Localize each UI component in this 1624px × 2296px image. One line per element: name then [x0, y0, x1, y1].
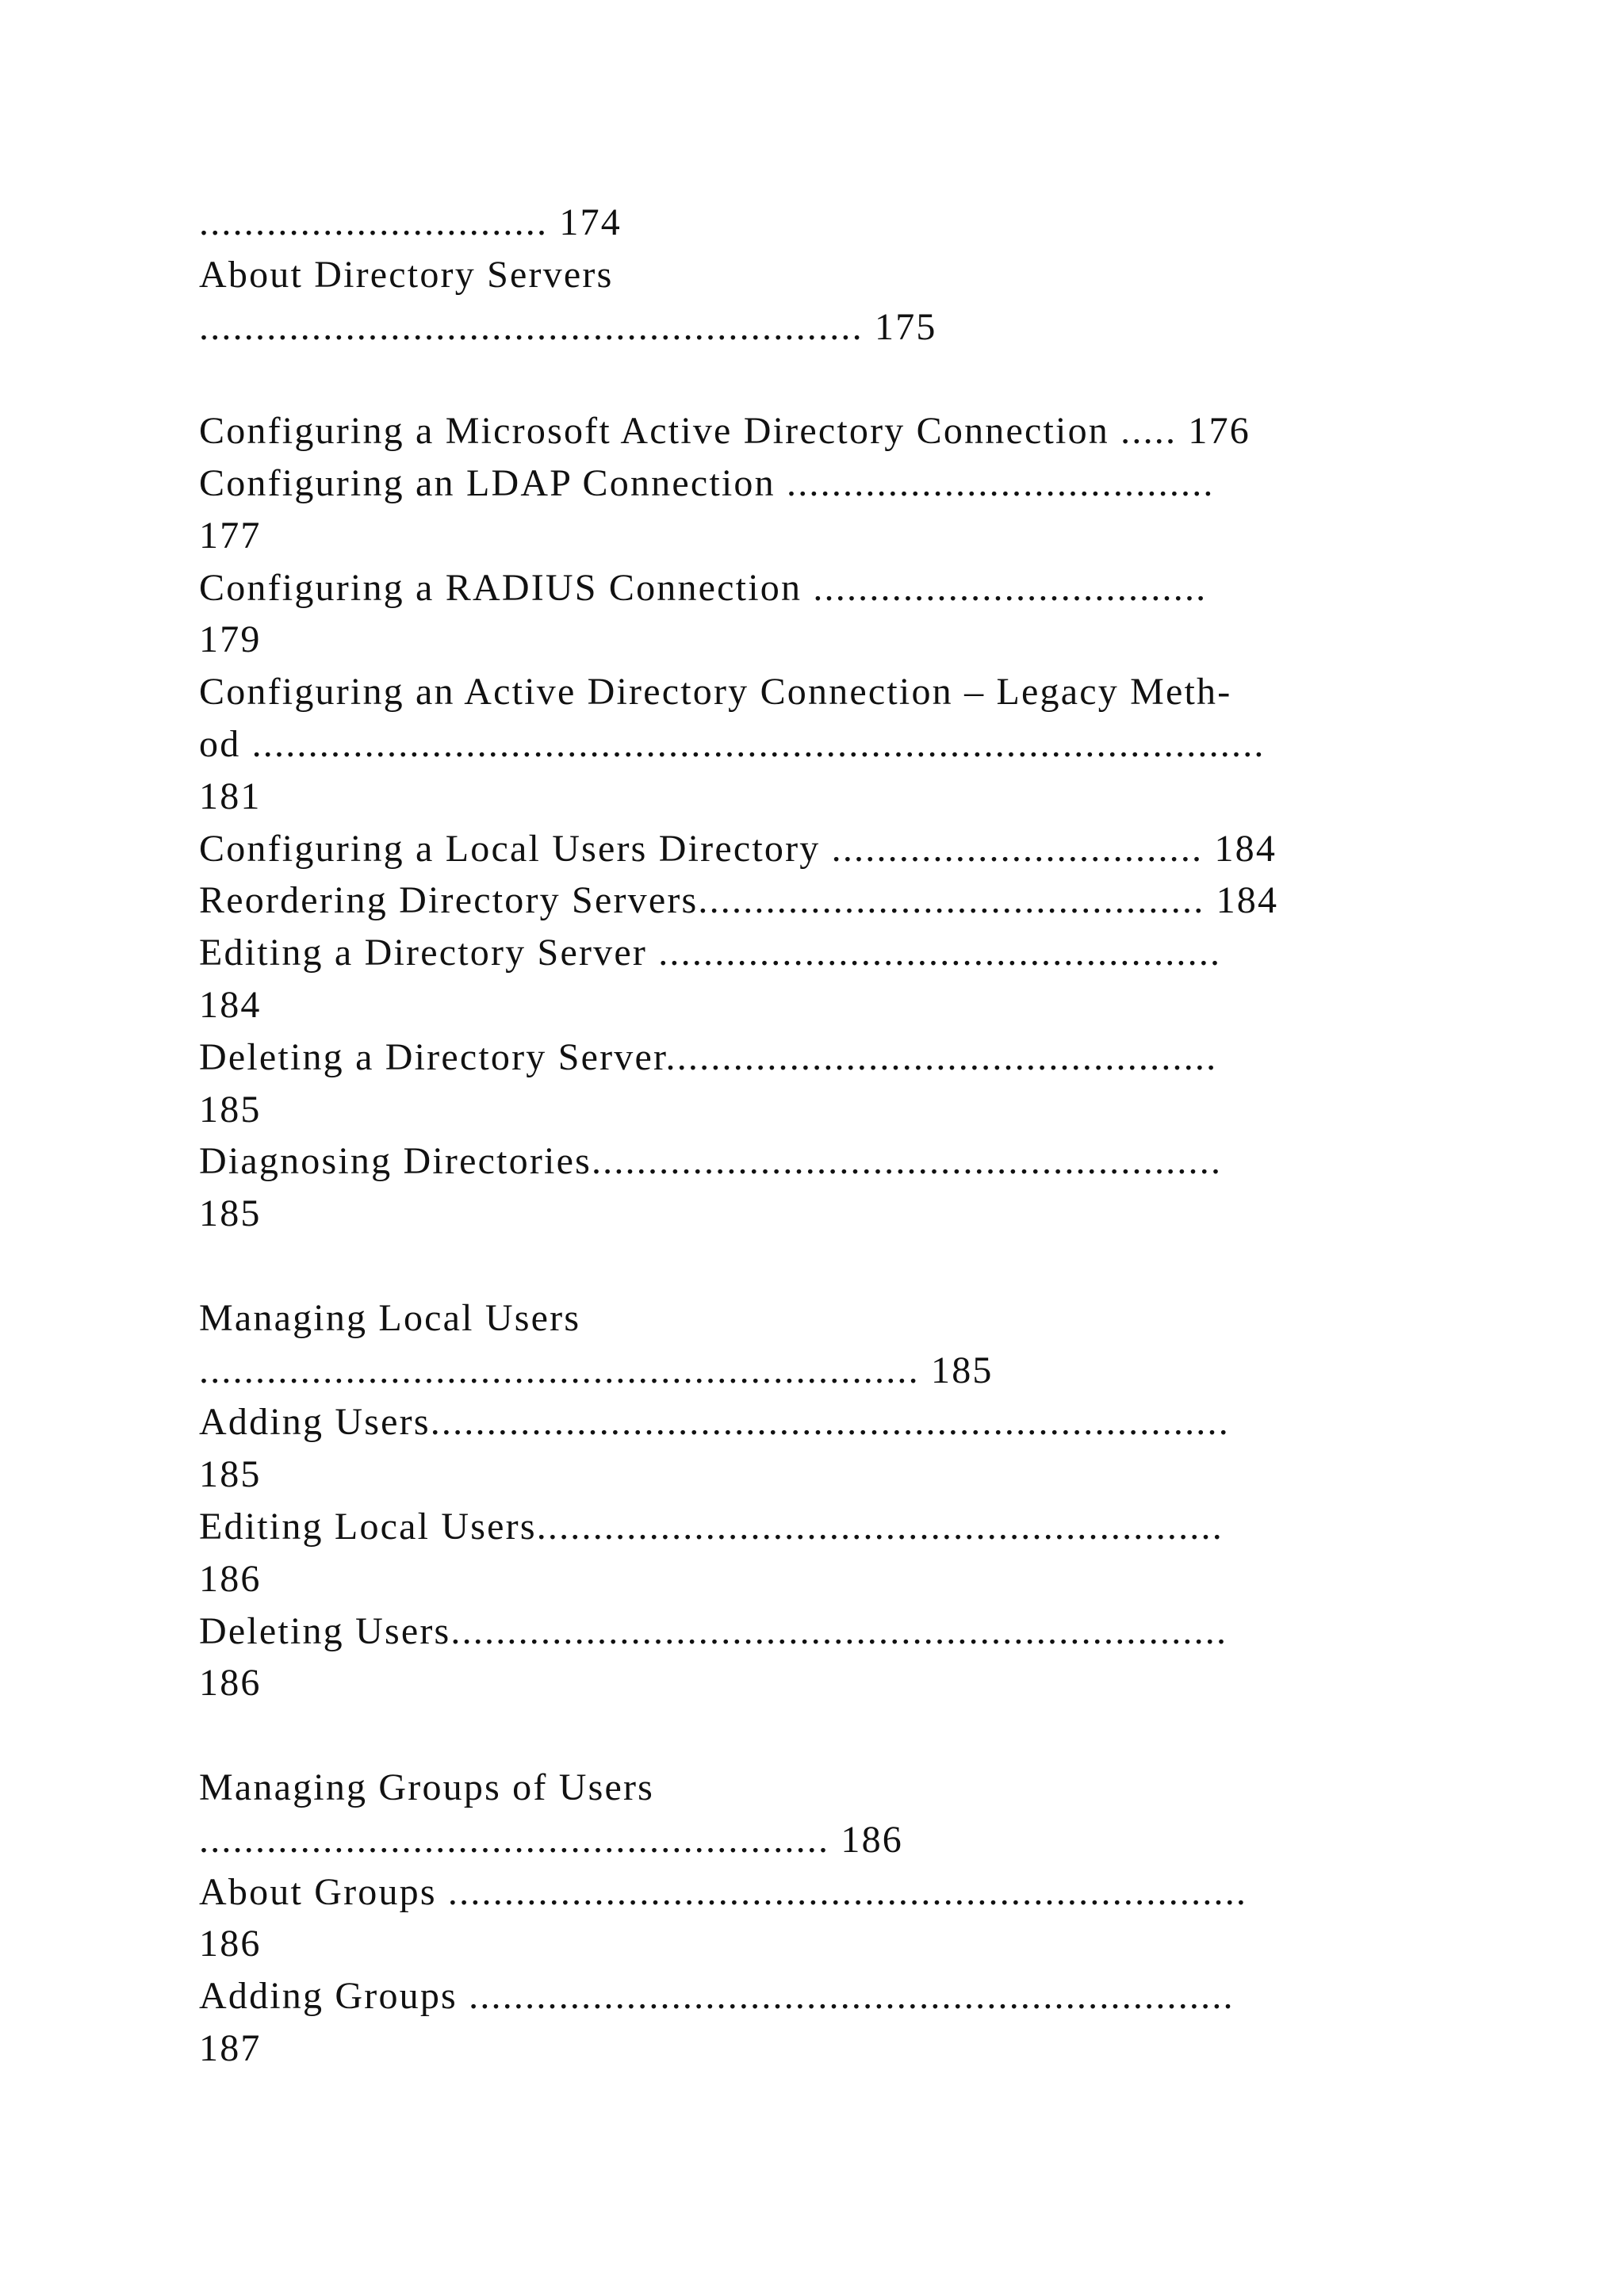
toc-section-heading: Managing Local Users: [199, 1296, 581, 1339]
toc-page-number: 179: [199, 618, 262, 661]
toc-entry: Diagnosing Directories........................................................: [199, 1140, 1223, 1183]
toc-page-number: 177: [199, 514, 262, 557]
toc-entry: Adding Users.......................................................................: [199, 1401, 1230, 1444]
toc-entry: Configuring an LDAP Connection ......................................: [199, 461, 1215, 504]
toc-entry: Configuring a RADIUS Connection ...................................: [199, 566, 1208, 609]
toc-page-number-line: ........................................................ 186: [199, 1818, 903, 1861]
toc-page-number: 185: [199, 1453, 262, 1496]
toc-page-number: 185: [199, 1192, 262, 1235]
toc-page-number-line: ........................................................... 175: [199, 305, 937, 348]
toc-page-number: 186: [199, 1557, 262, 1600]
toc-entry: Configuring an Active Directory Connection – Legacy Meth-: [199, 671, 1232, 714]
toc-spacer: [199, 1709, 1507, 1762]
toc-entry: About Groups .......................................................................: [199, 1870, 1248, 1913]
toc-spacer: [199, 353, 1507, 405]
toc-page-number: 187: [199, 2026, 262, 2069]
toc-entry: Deleting Users.....................................................................: [199, 1609, 1228, 1652]
toc-page-number: 186: [199, 1662, 262, 1705]
toc-entry: Deleting a Directory Server.................................................: [199, 1035, 1218, 1078]
toc-section-heading: Managing Groups of Users: [199, 1766, 655, 1808]
toc-page-number: 181: [199, 775, 262, 817]
toc-entry: Editing a Directory Server ..................................................: [199, 932, 1222, 974]
toc-page-number: 184: [199, 983, 262, 1026]
toc-entry: Configuring a Local Users Directory ................................. 184: [199, 827, 1277, 870]
toc-section-heading: About Directory Servers: [199, 253, 614, 296]
toc-spacer: [199, 1240, 1507, 1292]
toc-entry: Adding Groups ....................................................................: [199, 1975, 1235, 2018]
toc-page-number: 186: [199, 1923, 262, 1965]
toc-entry: Reordering Directory Servers............................................. 184: [199, 879, 1279, 922]
toc-entry: Editing Local Users.............................................................: [199, 1505, 1224, 1548]
toc-page-number: 185: [199, 1088, 262, 1131]
toc-entry: Configuring a Microsoft Active Directory Connection ..... 176: [199, 410, 1251, 453]
toc-page-number-line: ................................................................ 185: [199, 1349, 994, 1391]
toc-page-number-line: ............................... 174: [199, 201, 622, 243]
table-of-contents: [199, 197, 1507, 2075]
toc-entry-continuation: od ..........................................................................................: [199, 722, 1266, 765]
